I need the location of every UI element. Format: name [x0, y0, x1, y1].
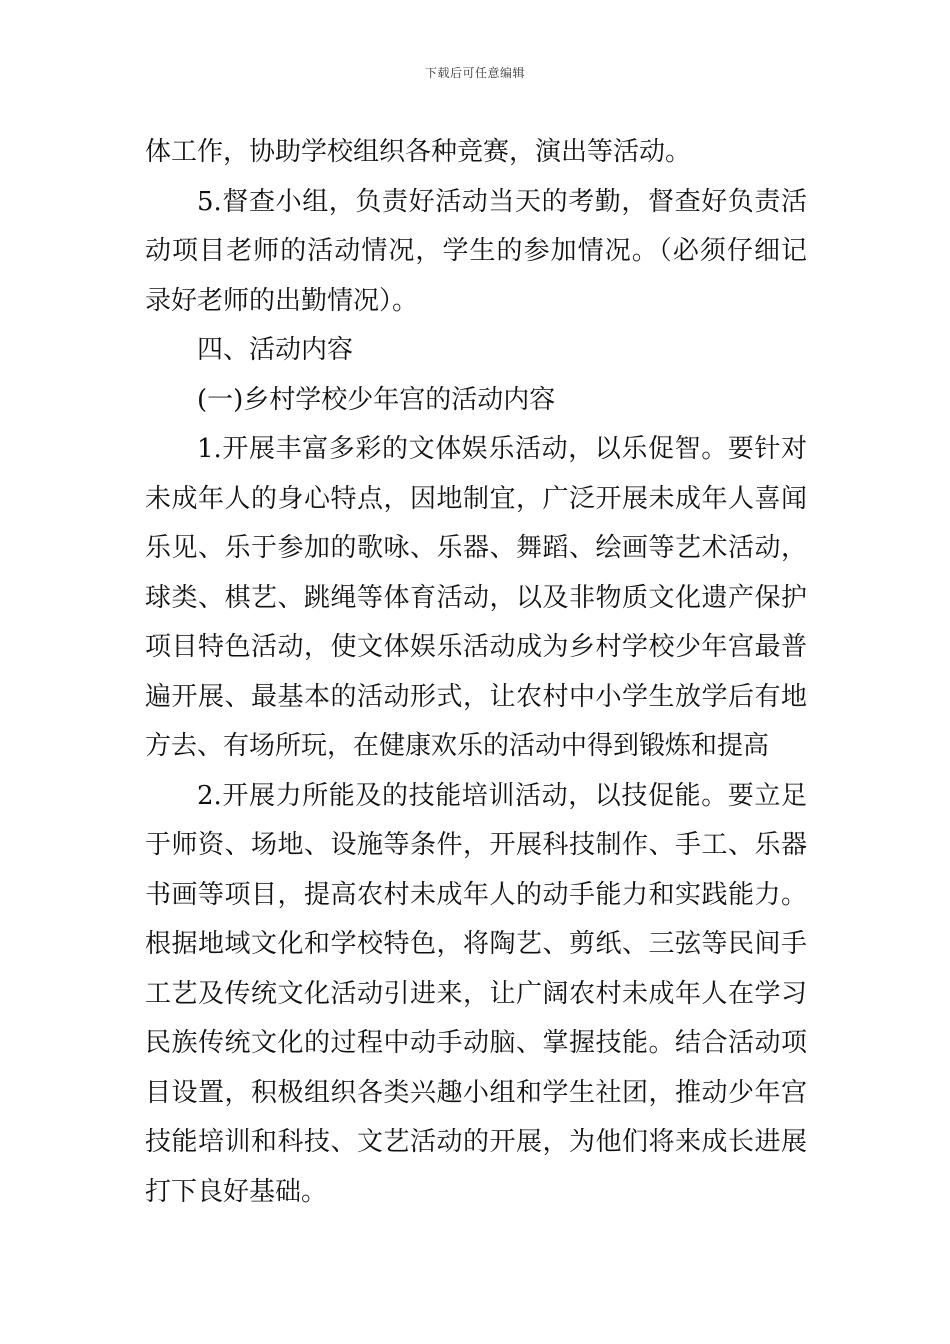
text-line: 根据地域文化和学校特色，将陶艺、剪纸、三弦等民间手 — [145, 929, 807, 959]
text-line: 项目特色活动，使文体娱乐活动成为乡村学校少年宫最普 — [145, 632, 807, 662]
text-line: 工艺及传统文化活动引进来，让广阔农村未成年人在学习 — [145, 978, 807, 1009]
text-line: 5.督查小组，负责好活动当天的考勤，督查好负责活 — [197, 186, 807, 217]
text-line: 1.开展丰富多彩的文体娱乐活动，以乐促智。要针对 — [197, 434, 807, 464]
section-heading: 四、活动内容 — [197, 335, 354, 365]
text-line: 录好老师的出勤情况）。 — [145, 285, 419, 316]
text-line: 体工作，协助学校组织各种竞赛，演出等活动。 — [145, 137, 692, 167]
page-header: 下载后可任意编辑 — [424, 66, 525, 80]
text-line: 方去、有场所玩，在健康欢乐的活动中得到锻炼和提高 — [145, 731, 770, 761]
text-line: 动项目老师的活动情况，学生的参加情况。（必须仔细记 — [145, 236, 807, 266]
text-line: 打下良好基础。 — [145, 1176, 328, 1207]
text-line: 目设置，积极组织各类兴趣小组和学生社团，推动少年宫 — [145, 1077, 807, 1108]
text-line: 遍开展、最基本的活动形式，让农村中小学生放学后有地 — [145, 681, 807, 712]
text-line: 民族传统文化的过程中动手动脑、掌握技能。结合活动项 — [145, 1028, 807, 1058]
text-line: 乐见、乐于参加的歌咏、乐器、舞蹈、绘画等艺术活动， — [145, 533, 807, 563]
subsection-heading: (一)乡村学校少年宫的活动内容 — [197, 384, 556, 415]
text-line: 技能培训和科技、文艺活动的开展，为他们将来成长进展 — [145, 1127, 807, 1157]
text-line: 书画等项目，提高农村未成年人的动手能力和实践能力。 — [145, 879, 807, 910]
text-line: 2.开展力所能及的技能培训活动，以技促能。要立足 — [197, 780, 807, 811]
text-line: 未成年人的身心特点，因地制宜，广泛开展未成年人喜闻 — [145, 483, 807, 514]
document-body — [145, 128, 807, 1217]
text-line: 于师资、场地、设施等条件，开展科技制作、手工、乐器 — [145, 830, 807, 860]
text-line: 球类、棋艺、跳绳等体育活动，以及非物质文化遗产保护 — [145, 582, 807, 613]
